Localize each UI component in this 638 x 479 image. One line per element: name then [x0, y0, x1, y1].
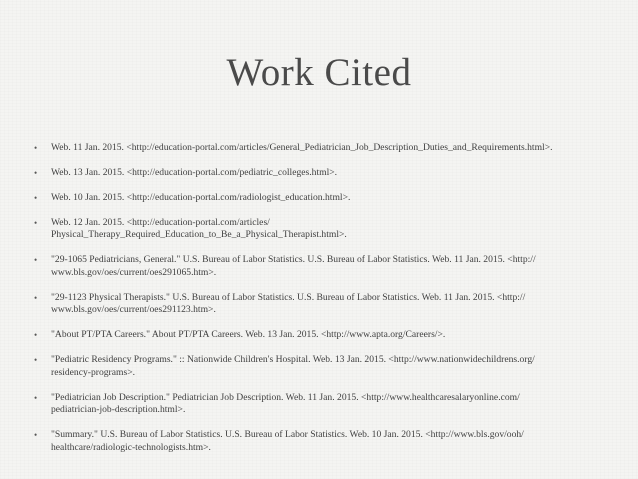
- citation-line-2: healthcare/radiologic-technologists.htm>.: [51, 441, 211, 453]
- citation-item: [32, 392, 618, 417]
- citation-item: [32, 292, 618, 317]
- citation-line-2: Physical_Therapy_Required_Education_to_Be_a_Physical_Therapist.html>.: [51, 229, 347, 241]
- citation-item: [32, 142, 618, 155]
- citation-line-1: "Summary." U.S. Bureau of Labor Statistics. U.S. Bureau of Labor Statistics. Web. 10 Jan. 2015. <http://www.bls.gov/ooh/: [51, 428, 524, 440]
- citation-line-1: "29-1123 Physical Therapists." U.S. Bureau of Labor Statistics. U.S. Bureau of Labor Statistics. Web. 11 Jan. 2015. <http://: [51, 291, 526, 303]
- citation-item: [32, 254, 618, 279]
- bullet-icon: •: [34, 292, 38, 303]
- citation-line-1: "29-1065 Pediatricians, General." U.S. Bureau of Labor Statistics. U.S. Bureau of Labor Statistics. Web. 11 Jan. 2015. <http://: [51, 254, 536, 266]
- citation-line-2: pediatrician-job-description.html>.: [51, 404, 186, 416]
- citation-line-1: "Pediatrician Job Description." Pediatrician Job Description. Web. 11 Jan. 2015. <http://www.healthcaresalaryonline.com/: [51, 391, 520, 403]
- citation-item: [32, 354, 618, 379]
- bullet-icon: •: [34, 355, 38, 366]
- citation-item: [32, 167, 618, 180]
- citation-line-1: Web. 10 Jan. 2015. <http://education-portal.com/radiologist_education.html>.: [51, 191, 351, 203]
- bullet-icon: •: [34, 330, 38, 341]
- citation-line-1: "About PT/PTA Careers." About PT/PTA Careers. Web. 13 Jan. 2015. <http://www.apta.org/Careers/>.: [51, 329, 446, 341]
- citation-item: [32, 217, 618, 242]
- citation-line-1: Web. 12 Jan. 2015. <http://education-portal.com/articles/: [51, 216, 270, 228]
- citation-item: [32, 192, 618, 205]
- citation-line-2: www.bls.gov/oes/current/oes291065.htm>.: [51, 266, 217, 278]
- citation-line-1: Web. 11 Jan. 2015. <http://education-portal.com/articles/General_Pediatrician_Job_Description_Duties_and_Requirements.html>.: [51, 142, 553, 153]
- bullet-icon: •: [34, 192, 38, 203]
- bullet-icon: •: [34, 255, 38, 266]
- bullet-icon: •: [34, 429, 38, 440]
- citation-line-2: www.bls.gov/oes/current/oes291123.htm>.: [51, 304, 216, 316]
- bullet-icon: •: [34, 167, 38, 178]
- bullet-icon: •: [34, 392, 38, 403]
- citation-line-2: residency-programs>.: [51, 366, 135, 378]
- citation-line-1: Web. 13 Jan. 2015. <http://education-portal.com/pediatric_colleges.html>.: [51, 166, 338, 178]
- bullet-icon: •: [34, 217, 38, 228]
- bullet-icon: •: [34, 143, 38, 153]
- slide-title: Work Cited: [226, 51, 412, 94]
- citation-item: [32, 329, 618, 342]
- citation-item: [32, 429, 618, 454]
- citation-list: [32, 142, 618, 466]
- citation-line-1: "Pediatric Residency Programs." :: Nationwide Children's Hospital. Web. 13 Jan. 2015. <http://www.nationwidechildrens.org/: [51, 354, 535, 366]
